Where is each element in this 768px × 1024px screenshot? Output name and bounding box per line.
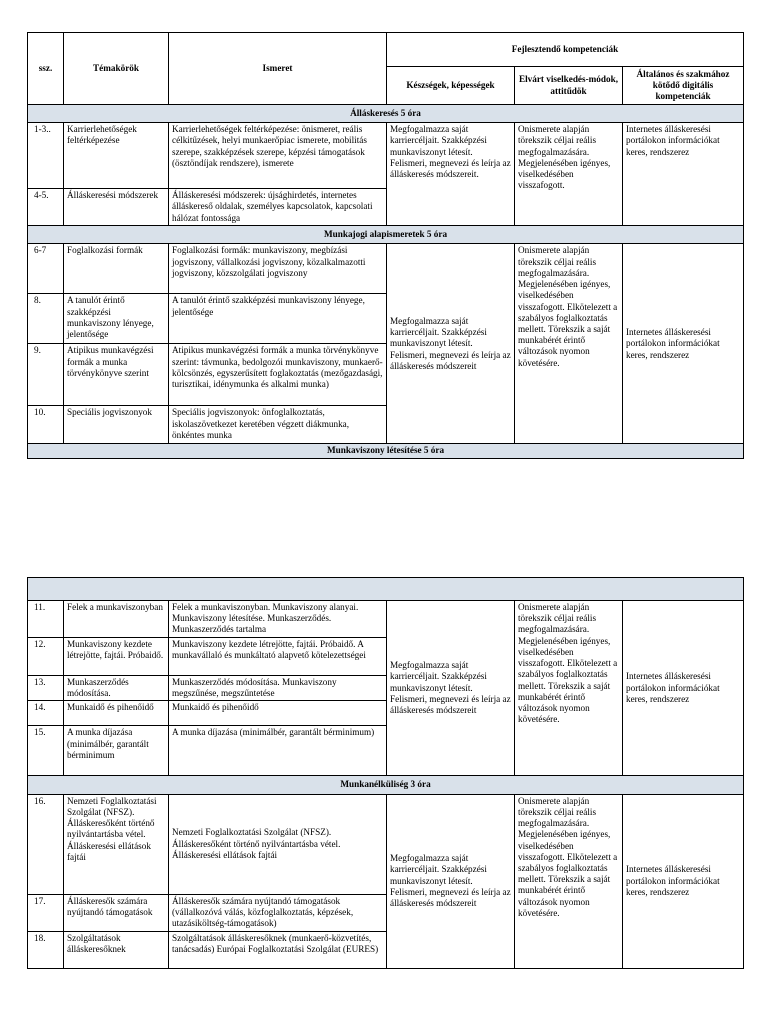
row-topic: A munka díjazása (minimálbér, garantált bérminimum <box>64 726 169 776</box>
row-number: 12. <box>28 638 64 676</box>
section-header-munkaviszony <box>28 444 744 458</box>
header-temakorok: Témakörök <box>64 33 169 105</box>
row-number: 10. <box>28 406 64 444</box>
header-fejlesztendo-kompetenciak: Fejlesztendő kompetenciák <box>387 33 744 67</box>
row-knowledge: Szolgáltatások álláskeresőknek (munkaerő-közvetítés, tanácsadás) Európai Foglalkoztatási Szolgálat (EURES) <box>169 931 387 968</box>
row-topic: Álláskeresők számára nyújtandó támogatások <box>64 894 169 931</box>
table-row <box>28 601 744 638</box>
section-title: Álláskeresés 5 óra <box>28 105 744 123</box>
section-title: Munkajogi alapismeretek 5 óra <box>28 226 744 244</box>
row-number: 11. <box>28 601 64 638</box>
skills-cell: Megfogalmazza saját karriercéljait. Szakképzési munkaviszonyt létesít. Felismeri, megnevezi és leírja az álláskeresés módszereit <box>387 244 515 444</box>
row-knowledge: A tanulót érintő szakképzési munkaviszony lényege, jelentősége <box>169 294 387 344</box>
header-elvart: Elvárt viselkedés-módok, attitűdök <box>515 67 623 105</box>
row-topic: A tanulót érintő szakképzési munkaviszony lényege, jelentősége <box>64 294 169 344</box>
row-knowledge: Munkaidő és pihenőidő <box>169 701 387 726</box>
repeated-header-band <box>28 578 744 601</box>
header-band <box>28 578 744 601</box>
header-row <box>28 33 744 67</box>
header-keszsegek: Készségek, képességek <box>387 67 515 105</box>
row-knowledge: Karrierlehetőségek feltérképezése: önismeret, reális célkitűzések, helyi munkaerőpiac ismerete, mobilitás szerepe, szakképzések szerepe, képzési támogatások (ösztöndíjak rendszere), ismerete <box>169 123 387 189</box>
header-altalanos: Általános és szakmához kötődő digitális kompetenciák <box>623 67 744 105</box>
row-knowledge: Nemzeti Foglalkoztatási Szolgálat (NFSZ). Álláskeresőként történő nyilvántartásba vétel. Álláskeresési ellátások fajtái <box>169 794 387 894</box>
digital-competence-cell: Internetes álláskeresési portálokon információkat keres, rendszerez <box>623 601 744 776</box>
row-number: 14. <box>28 701 64 726</box>
digital-competence-cell: Internetes álláskeresési portálokon információkat keres, rendszerez <box>623 123 744 226</box>
row-topic: Nemzeti Foglalkoztatási Szolgálat (NFSZ). Álláskeresőként történő nyilvántartásba vétel. Álláskeresési ellátások fajtái <box>64 794 169 894</box>
section-header-allaskereses <box>28 105 744 123</box>
row-number: 4-5. <box>28 189 64 226</box>
skills-cell: Megfogalmazza saját karriercéljait. Szakképzési munkaviszonyt létesít. Felismeri, megnevezi és leírja az álláskeresés módszereit. <box>387 123 515 226</box>
skills-cell: Megfogalmazza saját karriercéljait. Szakképzési munkaviszonyt létesít. Felismeri, megnevezi és leírja az álláskeresés módszereit <box>387 794 515 968</box>
table-row <box>28 244 744 294</box>
row-topic: Álláskeresési módszerek <box>64 189 169 226</box>
skills-cell: Megfogalmazza saját karriercéljait. Szakképzési munkaviszonyt létesít. Felismeri, megnevezi és leírja az álláskeresés módszereit <box>387 601 515 776</box>
header-ssz: ssz. <box>28 33 64 105</box>
row-topic: Munkaviszony kezdete létrejötte, fajtái. Próbaidő. <box>64 638 169 676</box>
row-topic: Felek a munkaviszonyban <box>64 601 169 638</box>
row-number: 17. <box>28 894 64 931</box>
row-knowledge: Álláskeresési módszerek: újsághirdetés, internetes álláskereső oldalak, személyes kapcsolatok, kapcsolati hálózat fontossága <box>169 189 387 226</box>
attitudes-cell: Onismerete alapján törekszik céljai reális megfogalmazására. Megjelenésében igényes, viselkedésében visszafogott. Elkötelezett a szabályos foglalkoztatás mellett. Törekszik a saját munkabérét érintő változások nyomon követésére. <box>515 601 623 776</box>
row-number: 6-7 <box>28 244 64 294</box>
row-number: 16. <box>28 794 64 894</box>
row-number: 9. <box>28 344 64 406</box>
attitudes-cell: Onismerete alapján törekszik céljai reális megfogalmazására. Megjelenésében igényes, viselkedésében visszafogott. <box>515 123 623 226</box>
row-knowledge: Munkaviszony kezdete létrejötte, fajtái. Próbaidő. A munkavállaló és munkáltató alapvető kötelezettségei <box>169 638 387 676</box>
row-number: 18. <box>28 931 64 968</box>
row-number: 13. <box>28 676 64 701</box>
row-topic: Atipikus munkavégzési formák a munka törvénykönyve szerint <box>64 344 169 406</box>
header-ismeret: Ismeret <box>169 33 387 105</box>
digital-competence-cell: Internetes álláskeresési portálokon információkat keres, rendszerez <box>623 244 744 444</box>
row-topic: Munkaidő és pihenőidő <box>64 701 169 726</box>
section-header-munkajogi <box>28 226 744 244</box>
row-knowledge: Speciális jogviszonyok: önfoglalkoztatás, iskolaszövetkezet keretében végzett diákmunka, önkéntes munka <box>169 406 387 444</box>
section-title: Munkanélküliség 3 óra <box>28 776 744 794</box>
section-title: Munkaviszony létesítése 5 óra <box>28 444 744 458</box>
table-row <box>28 123 744 189</box>
row-knowledge: Álláskeresők számára nyújtandó támogatások (vállalkozóvá válás, közfoglalkoztatás, képzések, utazásiköltség-támogatások) <box>169 894 387 931</box>
row-topic: Karrierlehetőségek feltérképezése <box>64 123 169 189</box>
row-number: 8. <box>28 294 64 344</box>
row-knowledge: Foglalkozási formák: munkaviszony, megbízási jogviszony, vállalkozási jogviszony, közalkalmazotti jogviszony, közszolgálati jogviszony <box>169 244 387 294</box>
row-topic: Foglalkozási formák <box>64 244 169 294</box>
attitudes-cell: Onismerete alapján törekszik céljai reális megfogalmazására. Megjelenésében igényes, viselkedésében visszafogott. Elkötelezett a szabályos foglalkoztatás mellett. Törekszik a saját munkabérét érintő változások nyomon követésére. <box>515 794 623 968</box>
row-knowledge: Munkaszerződés módosítása. Munkaviszony megszűnése, megszűntetése <box>169 676 387 701</box>
row-topic: Szolgáltatások álláskeresőknek <box>64 931 169 968</box>
curriculum-table-page-1 <box>27 32 744 459</box>
digital-competence-cell: Internetes álláskeresési portálokon információkat keres, rendszerez <box>623 794 744 968</box>
attitudes-cell: Onismerete alapján törekszik céljai reális megfogalmazására. Megjelenésében igényes, viselkedésében visszafogott. Elkötelezett a szabályos foglalkoztatás mellett. Törekszik a saját munkabérét érintő változások nyomon követésére. <box>515 244 623 444</box>
row-topic: Munkaszerződés módosítása. <box>64 676 169 701</box>
table-row <box>28 794 744 894</box>
curriculum-table-page-2 <box>27 577 744 969</box>
row-number: 1-3.. <box>28 123 64 189</box>
row-knowledge: Atipikus munkavégzési formák a munka törvénykönyve szerint: távmunka, bedolgozói munkaviszony, munkaerő-kölcsönzés, egyszerűsített foglakoztatás (mezőgazdasági, turisztikai, idénymunka és alkalmi munka) <box>169 344 387 406</box>
row-knowledge: A munka díjazása (minimálbér, garantált bérminimum) <box>169 726 387 776</box>
row-topic: Speciális jogviszonyok <box>64 406 169 444</box>
section-header-munkanelkuliseg <box>28 776 744 794</box>
row-number: 15. <box>28 726 64 776</box>
row-knowledge: Felek a munkaviszonyban. Munkaviszony alanyai. Munkaviszony létesítése. Munkaszerződés. Munkaszerződés tartalma <box>169 601 387 638</box>
